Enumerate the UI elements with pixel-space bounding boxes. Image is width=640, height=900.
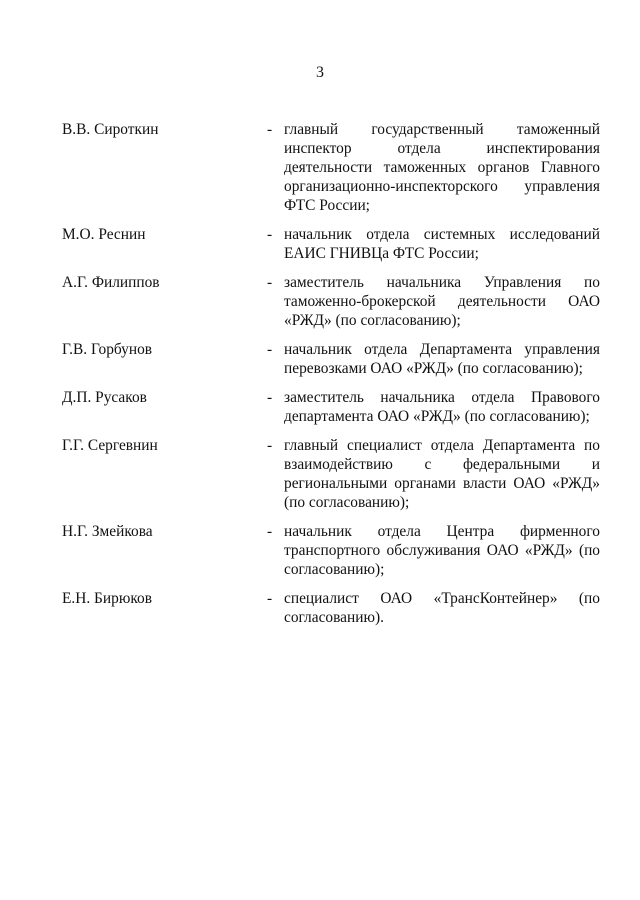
entry-dash: - bbox=[267, 590, 273, 607]
entry bbox=[62, 589, 600, 627]
entry-description: заместитель начальника Управления по таможенно-брокерской деятельности ОАО «РЖД» (по согласованию); bbox=[284, 274, 600, 329]
entry-name: Г.В. Горбунов bbox=[62, 341, 153, 358]
entry-description: специалист ОАО «ТрансКонтейнер» (по согласованию). bbox=[284, 590, 600, 626]
entry bbox=[62, 436, 600, 512]
page-number: 3 bbox=[316, 64, 324, 81]
entry bbox=[62, 340, 600, 378]
entry-description: начальник отдела Центра фирменного транспортного обслуживания ОАО «РЖД» (по согласованию); bbox=[284, 523, 600, 578]
entry-dash: - bbox=[267, 121, 273, 138]
entry-dash: - bbox=[267, 437, 273, 454]
entry-description: начальник отдела системных исследований ЕАИС ГНИВЦа ФТС России; bbox=[284, 226, 600, 262]
entry-description: заместитель начальника отдела Правового департамента ОАО «РЖД» (по согласованию); bbox=[284, 389, 600, 425]
entry-description: главный специалист отдела Департамента по взаимодействию с федеральными и региональными органами власти ОАО «РЖД» (по согласованию); bbox=[284, 437, 600, 511]
entry-description: начальник отдела Департамента управления перевозками ОАО «РЖД» (по согласованию); bbox=[284, 341, 600, 377]
entry-name: Н.Г. Змейкова bbox=[62, 523, 153, 540]
entry bbox=[62, 120, 600, 215]
entry bbox=[62, 522, 600, 579]
entry bbox=[62, 388, 600, 426]
entry bbox=[62, 225, 600, 263]
entry-name: М.О. Реснин bbox=[62, 226, 146, 243]
entry-dash: - bbox=[267, 274, 273, 291]
entry-description: главный государственный таможенный инспектор отдела инспектирования деятельности таможенных органов Главного организационно-инспекторского управления ФТС России; bbox=[284, 121, 600, 214]
entry bbox=[62, 273, 600, 330]
entry-name: Е.Н. Бирюков bbox=[62, 590, 152, 607]
entry-name: В.В. Сироткин bbox=[62, 121, 159, 138]
entry-name: Г.Г. Сергевнин bbox=[62, 437, 158, 454]
entry-name: Д.П. Русаков bbox=[62, 389, 147, 406]
entry-name: А.Г. Филиппов bbox=[62, 274, 160, 291]
entry-dash: - bbox=[267, 523, 273, 540]
entry-dash: - bbox=[267, 341, 273, 358]
entry-dash: - bbox=[267, 389, 273, 406]
entry-list bbox=[62, 120, 600, 627]
entry-dash: - bbox=[267, 226, 273, 243]
